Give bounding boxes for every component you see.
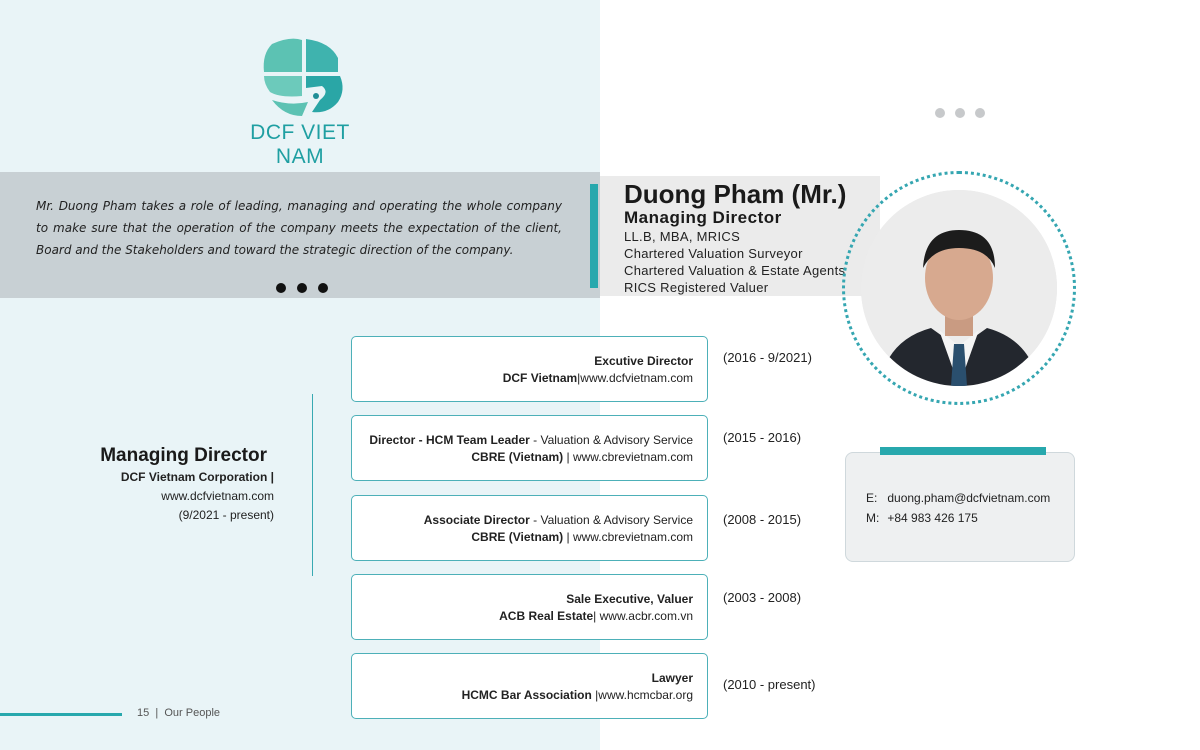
- dcf-logo: [240, 36, 360, 168]
- profile-photo: [861, 190, 1057, 386]
- timeline-company: CBRE (Vietnam): [471, 530, 564, 544]
- dot-icon: [975, 108, 985, 118]
- timeline-period: (2015 - 2016): [723, 430, 802, 445]
- timeline-period: (2010 - present): [723, 677, 816, 692]
- footer-accent-line: [0, 713, 122, 716]
- dot-icon: [318, 283, 328, 293]
- timeline-item: [351, 336, 708, 402]
- decorative-dots-quote: [276, 283, 328, 293]
- portrait-icon: [861, 190, 1057, 386]
- timeline-company: DCF Vietnam: [502, 371, 578, 385]
- logo-wordmark: DCF VIET NAM: [250, 121, 350, 168]
- dot-icon: [297, 283, 307, 293]
- person-name: Duong Pham (Mr.): [624, 179, 847, 209]
- email-value[interactable]: duong.pham@dcfvietnam.com: [887, 491, 1051, 505]
- credential-line: LL.B, MBA, MRICS: [624, 229, 741, 244]
- credential-line: Chartered Valuation Surveyor: [624, 246, 803, 261]
- contact-email: [866, 491, 1050, 505]
- dot-icon: [276, 283, 286, 293]
- contact-mobile: [866, 511, 978, 525]
- timeline-website[interactable]: |www.dcfvietnam.com: [577, 371, 693, 385]
- timeline-website[interactable]: | www.cbrevietnam.com: [563, 530, 693, 544]
- timeline-company: ACB Real Estate: [499, 609, 594, 623]
- timeline-item: [351, 574, 708, 640]
- dot-icon: [935, 108, 945, 118]
- section-name: Our People: [164, 707, 221, 719]
- decorative-dots-top: [935, 108, 985, 118]
- timeline-website[interactable]: |www.hcmcbar.org: [591, 688, 693, 702]
- dot-icon: [955, 108, 965, 118]
- timeline-period: (2008 - 2015): [723, 512, 802, 527]
- timeline-item: [351, 415, 708, 481]
- current-role-website[interactable]: www.dcfvietnam.com: [161, 489, 274, 503]
- timeline-website[interactable]: | www.acbr.com.vn: [593, 609, 693, 623]
- contact-accent-bar: [880, 447, 1046, 455]
- timeline-item: [351, 653, 708, 719]
- timeline-website[interactable]: | www.cbrevietnam.com: [563, 450, 693, 464]
- timeline-role-suffix: - Valuation & Advisory Service: [529, 513, 693, 527]
- dcf-logo-icon: [250, 36, 350, 118]
- timeline-company: HCMC Bar Association: [461, 688, 592, 702]
- timeline-role: Excutive Director: [594, 354, 693, 368]
- credential-line: Chartered Valuation & Estate Agents: [624, 263, 846, 278]
- footer-separator: |: [155, 707, 159, 719]
- email-label: E:: [866, 491, 878, 505]
- current-role-company: DCF Vietnam Corporation |: [120, 470, 274, 484]
- timeline-item: [351, 495, 708, 561]
- divider-line: [312, 394, 313, 576]
- mobile-value: +84 983 426 175: [887, 511, 978, 525]
- timeline-role: Director - HCM Team Leader: [369, 433, 530, 447]
- mobile-label: M:: [866, 511, 880, 525]
- timeline-period: (2016 - 9/2021): [723, 350, 812, 365]
- role-description: Mr. Duong Pham takes a role of leading, managing and operating the whole company to make sure that the operation of the company meets the expectation of the client, Board and the Stakeholders and toward the strategic direction of the company.: [36, 199, 562, 257]
- credential-line: RICS Registered Valuer: [624, 280, 769, 295]
- timeline-period: (2003 - 2008): [723, 590, 802, 605]
- timeline-company: CBRE (Vietnam): [471, 450, 564, 464]
- timeline-role: Lawyer: [651, 671, 693, 685]
- current-role-period: (9/2021 - present): [178, 508, 274, 522]
- current-role-title: Managing Director: [100, 445, 267, 466]
- page-number: 15: [137, 707, 150, 719]
- person-title: Managing Director: [624, 208, 782, 227]
- timeline-role-suffix: - Valuation & Advisory Service: [529, 433, 693, 447]
- contact-card: [845, 452, 1075, 562]
- accent-bar: [590, 184, 598, 288]
- timeline-role: Associate Director: [423, 513, 530, 527]
- timeline-role: Sale Executive, Valuer: [566, 592, 693, 606]
- footer-page-label: [137, 707, 220, 719]
